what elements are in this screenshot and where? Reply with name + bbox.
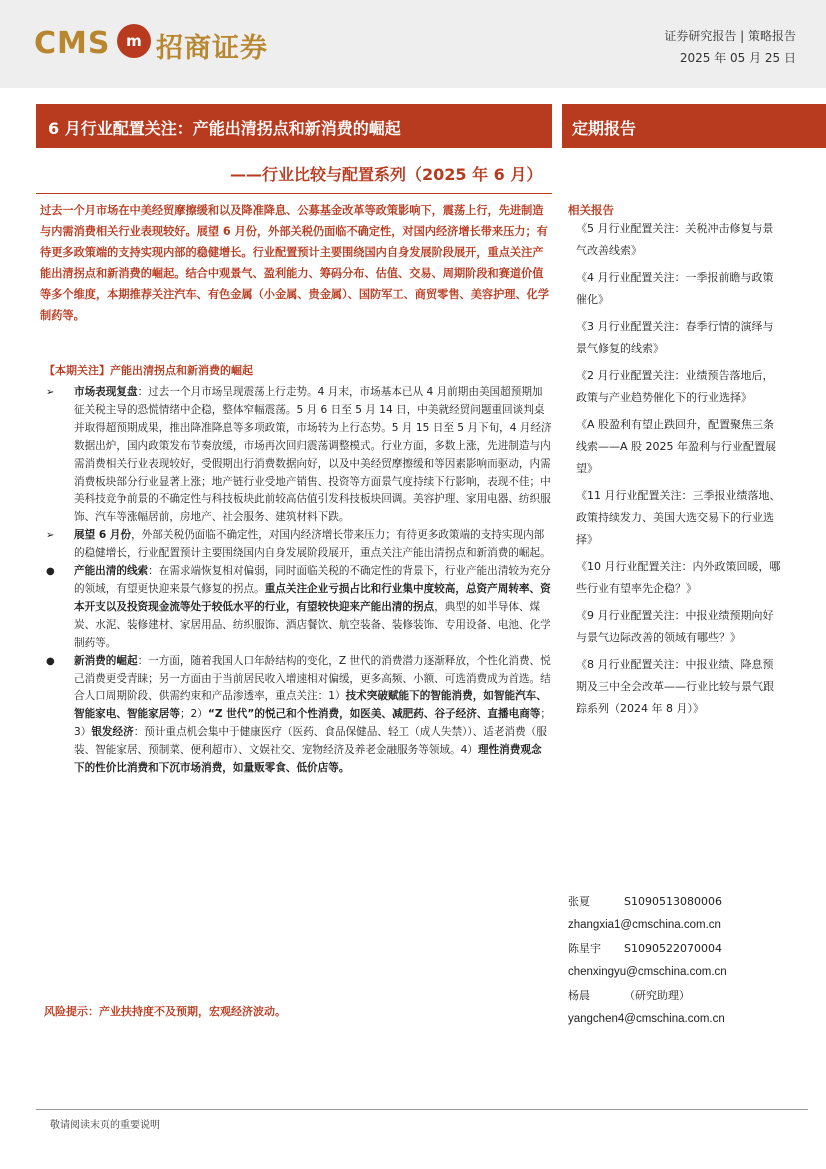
analyst-name: 张夏 bbox=[568, 895, 590, 908]
bullet-text: ，外部关税仍面临不确定性，对国内经济增长带来压力；有待更多政策端的支持实现内部的稳健增长，行业配置预计主要围绕国内自身发展阶段展开，重点关注产能出清拐点和新消费的崛起。 bbox=[74, 529, 551, 560]
analyst-email[interactable]: zhangxia1@cmschina.com.cn bbox=[568, 919, 721, 931]
bullet-heading: 展望 6 月份 bbox=[74, 529, 132, 542]
dot-bullet-icon: ● bbox=[46, 566, 55, 578]
arrow-bullet-icon: ➢ bbox=[46, 530, 55, 542]
logo-latin: CMS bbox=[34, 26, 111, 61]
related-reports-list bbox=[576, 218, 782, 725]
analyst-name: 杨晨 bbox=[568, 989, 590, 1002]
related-report-link[interactable]: 《4 月行业配置关注：一季报前瞻与政策催化》 bbox=[576, 271, 774, 306]
bullet-text: ；2） bbox=[179, 708, 208, 721]
analyst-email[interactable]: chenxingyu@cmschina.com.cn bbox=[568, 966, 727, 978]
analyst-email-row bbox=[568, 960, 808, 984]
footer-divider bbox=[36, 1109, 808, 1110]
related-report-link[interactable]: 《10 月行业配置关注：内外政策回暖，哪些行业有望率先企稳？》 bbox=[576, 560, 781, 595]
bullet-emphasis: 重点关注企业亏损占比和行业集中度较高，总资产周转率、资本开支以及投资现金流等处于较低水平的行业，有望较快迎来产能出清的拐点 bbox=[74, 582, 551, 613]
bullet-heading: 产能出清的线索 bbox=[74, 565, 149, 578]
analyst-email[interactable]: yangchen4@cmschina.com.cn bbox=[568, 1013, 725, 1025]
related-report-link[interactable]: 《A 股盈利有望止跌回升，配置聚焦三条线索——A 股 2025 年盈利与行业配置展望》 bbox=[576, 418, 777, 475]
footer-note: 敬请阅读末页的重要说明 bbox=[50, 1120, 160, 1131]
list-item bbox=[44, 384, 552, 527]
bullet-text: ：预计重点机会集中于健康医疗（医药、食品保健品、轻工（成人失禁））、适老消费（服装、智能家居、预制菜、便利超市）、文娱社交、宠物经济及养老金融服务等领域。4） bbox=[74, 726, 547, 757]
list-item bbox=[44, 527, 552, 563]
bullet-emphasis: “Z 世代”的悦己和个性消费，如医美、减肥药、谷子经济、直播电商等 bbox=[207, 708, 541, 721]
list-item bbox=[44, 563, 552, 653]
analyst-block bbox=[568, 890, 808, 1031]
list-item bbox=[44, 653, 552, 778]
bullet-text: ；3） bbox=[74, 708, 551, 739]
bullet-text: ：过去一个月市场呈现震荡上行走势。4 月末，市场基本已从 4 月前期由美国超预期加征关税主导的恐慌情绪中企稳，整体窄幅震荡。5 月 6 日至 5 月 14 日，中美就经贸问题重回谈判桌并取得超预期成果，推出降准降息等多项政策，市场转为上行态势。5 月 15 日至 5 月下旬，4 月经济数据出炉，国内政策发布节奏放缓，市场再次回归震荡调整模式。行业方面，多数上涨，先进制造与内需消费相关行业表现较好，受假期出行消费数据向好，以及中美经贸摩擦缓和等因素影响而驱动，内需消费板块部分行业显著上涨；地产链行业受地产销售、投资等方面景气度持续下行影响，表现不佳；中美科技竞争前景的不确定性与科技板块此前较高估值引发科技板块回调。美容护理、家用电器、纺织服饰、汽车等涨幅居前，房地产、社会服务、建筑材料下跌。 bbox=[74, 386, 552, 524]
side-label: 定期报告 bbox=[572, 119, 637, 138]
related-report-link[interactable]: 《9 月行业配置关注：中报业绩预期向好与景气边际改善的领域有哪些？》 bbox=[576, 609, 774, 644]
focus-heading: 【本期关注】产能出清拐点和新消费的崛起 bbox=[44, 364, 253, 377]
analyst-name-row bbox=[568, 937, 808, 960]
divider bbox=[36, 193, 552, 194]
related-reports-title: 相关报告 bbox=[568, 203, 614, 217]
analyst-code: S1090513080006 bbox=[624, 895, 722, 908]
report-title: 6 月行业配置关注：产能出清拐点和新消费的崛起 bbox=[48, 119, 401, 138]
analyst-email-row bbox=[568, 1007, 808, 1031]
risk-warning: 风险提示：产业扶持度不及预期，宏观经济波动。 bbox=[44, 1005, 286, 1018]
logo-emblem-icon: m bbox=[117, 24, 151, 58]
dot-bullet-icon: ● bbox=[46, 655, 55, 667]
bullet-emphasis: 理性消费观念下的性价比消费和下沉市场消费，如量贩零食、低价店等。 bbox=[74, 744, 542, 775]
logo-chinese: 招商证券 bbox=[156, 33, 268, 64]
analyst-email-row bbox=[568, 913, 808, 937]
report-date: 2025 年 05 月 25 日 bbox=[679, 51, 796, 65]
bullet-emphasis: 银发经济 bbox=[91, 726, 134, 739]
analyst-name: 陈星宇 bbox=[568, 942, 601, 955]
arrow-bullet-icon: ➢ bbox=[46, 387, 55, 398]
analyst-name-row bbox=[568, 984, 808, 1007]
bullet-text: ：在需求端恢复相对偏弱，同时面临关税的不确定性的背景下，行业产能出清较为充分的领域，有望更快迎来景气修复的拐点。 bbox=[74, 565, 551, 595]
related-report-link[interactable]: 《2 月行业配置关注：业绩预告落地后，政策与产业趋势催化下的行业选择》 bbox=[576, 369, 774, 404]
report-subtitle: ——行业比较与配置系列（2025 年 6 月） bbox=[230, 165, 543, 184]
bullet-list bbox=[44, 384, 552, 778]
analyst-code: S1090522070004 bbox=[624, 942, 722, 955]
summary-paragraph: 过去一个月市场在中美经贸摩擦缓和以及降准降息、公募基金改革等政策影响下，震荡上行，先进制造与内需消费相关行业表现较好。展望 6 月份，外部关税仍面临不确定性，对国内经济增长带来压力；有待更多政策端的支持实现内部的稳健增长。行业配置预计主要围绕国内自身发展阶段展开，重点关注产能出清拐点和新消费的崛起。结合中观景气、盈利能力、筹码分布、估值、交易、周期阶段和赛道价值等多个维度，本期推荐关注汽车、有色金属（小金属、贵金属）、国防军工、商贸零售、美容护理、化学制药等。 bbox=[40, 204, 550, 322]
bullet-heading: 市场表现复盘 bbox=[74, 386, 138, 398]
analyst-code: （研究助理） bbox=[624, 989, 690, 1002]
related-report-link[interactable]: 《11 月行业配置关注：三季报业绩落地、政策持续发力、美国大选交易下的行业选择》 bbox=[576, 489, 781, 546]
related-report-link[interactable]: 《8 月行业配置关注：中报业绩、降息预期及三中全会改革——行业比较与景气跟踪系列（2024 年 8 月）》 bbox=[576, 658, 774, 715]
bullet-text: ：一方面，随着我国人口年龄结构的变化，Z 世代的消费潜力逐渐释放，个性化消费、悦己消费更受青睐；另一方面由于当前居民收入增速相对偏缓，更多高频、小额、可选消费成为首选。结合人口周期阶段、供需约束和产品渗透率，重点关注：1） bbox=[74, 654, 551, 703]
analyst-name-row bbox=[568, 890, 808, 913]
title-bar bbox=[36, 104, 552, 148]
related-report-link[interactable]: 《5 月行业配置关注：关税冲击修复与景气改善线索》 bbox=[576, 222, 774, 257]
bullet-text: ，典型的如半导体、煤炭、水泥、装修建材、家居用品、纺织服饰、酒店餐饮、航空装备、装修装饰、专用设备、电池、化学制药等。 bbox=[74, 600, 551, 649]
bullet-emphasis: 技术突破赋能下的智能消费，如智能汽车、智能家电、智能家居等 bbox=[74, 690, 547, 721]
report-type: 证券研究报告 | 策略报告 bbox=[664, 29, 796, 43]
bullet-heading: 新消费的崛起 bbox=[74, 654, 138, 667]
side-label-bar bbox=[562, 104, 826, 148]
related-report-link[interactable]: 《3 月行业配置关注：春季行情的演绎与景气修复的线索》 bbox=[576, 320, 774, 355]
